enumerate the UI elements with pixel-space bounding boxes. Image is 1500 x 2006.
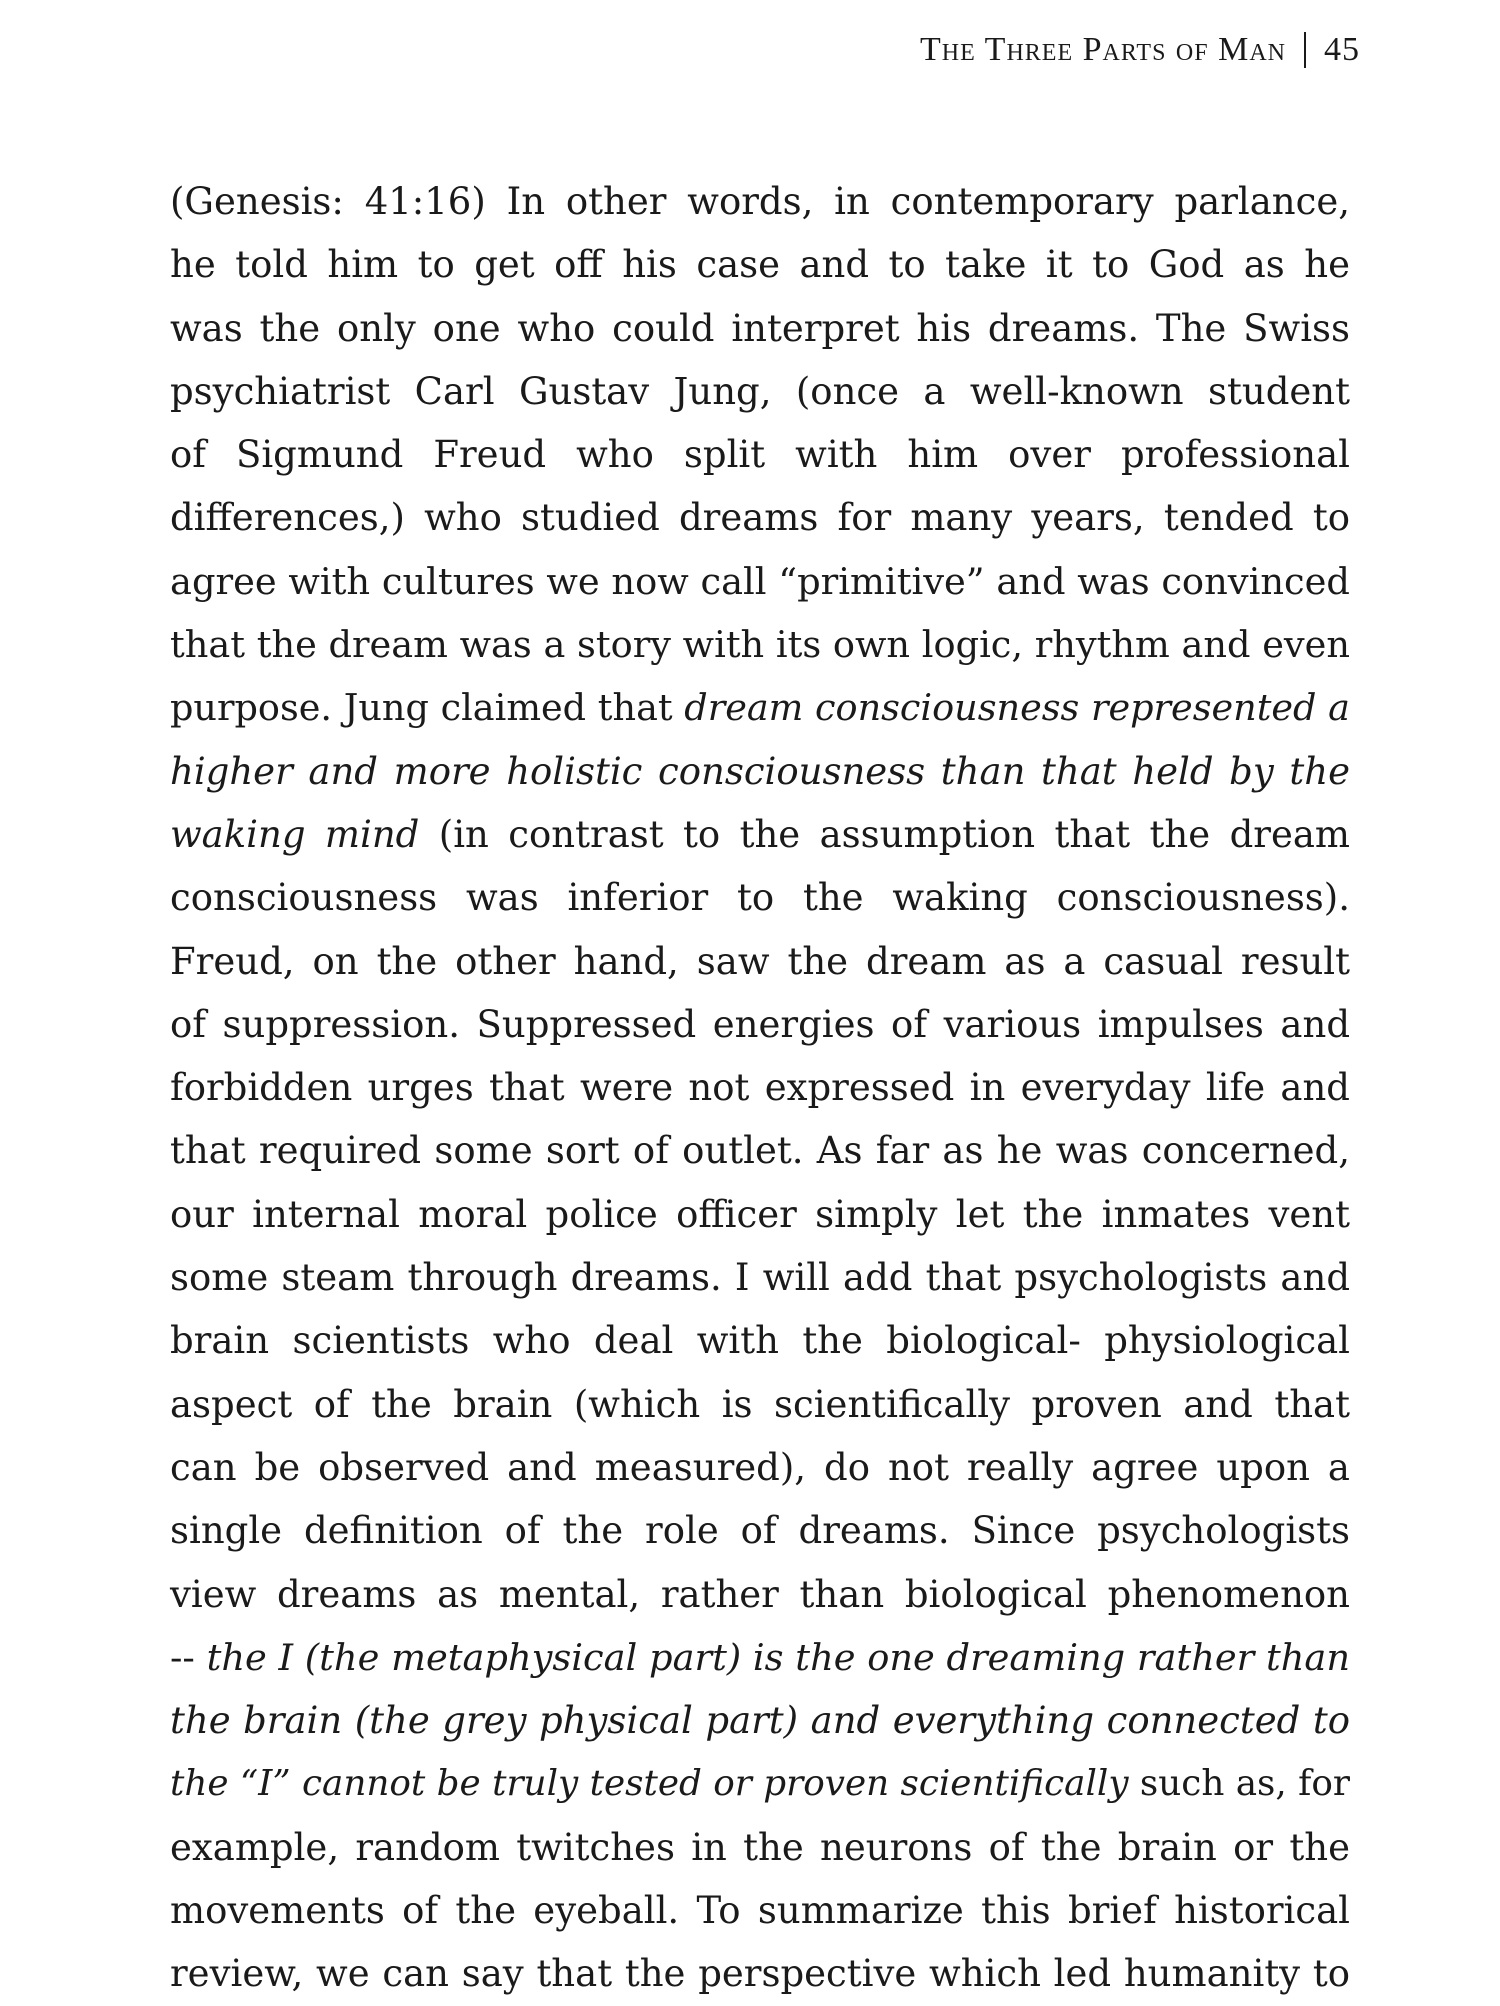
text-line — [170, 676, 1350, 739]
text-line — [170, 613, 1350, 676]
text-line — [170, 1436, 1350, 1499]
text-segment: -- — [170, 1635, 207, 1679]
text-segment: purpose. Jung claimed that — [170, 686, 685, 730]
text-segment: can be observed and measured), do not really agree upon a — [170, 1445, 1350, 1489]
text-segment: that the dream was a story with its own logic, rhythm and even — [170, 623, 1350, 667]
body-paragraph — [170, 170, 1350, 2006]
text-segment: of suppression. Suppressed energies of various impulses and — [170, 1002, 1350, 1046]
text-line — [170, 423, 1350, 486]
text-line — [170, 930, 1350, 993]
text-segment: he told him to get off his case and to take it to God as he — [170, 243, 1350, 287]
text-segment: (in contrast to the assumption that the dream — [419, 812, 1350, 856]
text-segment: such as, for — [1128, 1763, 1350, 1805]
text-segment: Freud, on the other hand, saw the dream as a casual result — [170, 939, 1350, 983]
header-divider — [1304, 32, 1306, 68]
text-line — [170, 1373, 1350, 1436]
text-segment: was the only one who could interpret his dreams. The Swiss — [170, 306, 1350, 350]
text-line — [170, 1816, 1350, 1879]
text-segment: single definition of the role of dreams. Since psychologists — [170, 1509, 1350, 1553]
text-line — [170, 486, 1350, 549]
text-line — [170, 1499, 1350, 1562]
text-line — [170, 1626, 1350, 1689]
italic-text: the “I” cannot be truly tested or proven scientifically — [170, 1763, 1129, 1805]
italic-text: dream consciousness represented a — [684, 686, 1350, 730]
text-line — [170, 740, 1350, 803]
running-title: The Three Parts of Man — [920, 31, 1286, 68]
text-line — [170, 1119, 1350, 1182]
text-segment: movements of the eyeball. To summarize this brief historical — [170, 1889, 1350, 1933]
text-line — [170, 1056, 1350, 1119]
text-line — [170, 1563, 1350, 1626]
text-segment: of Sigmund Freud who split with him over professional — [170, 433, 1350, 477]
text-line — [170, 360, 1350, 423]
text-line — [170, 297, 1350, 360]
text-line — [170, 1246, 1350, 1309]
italic-text: the I (the metaphysical part) is the one dreaming rather than — [206, 1635, 1350, 1679]
text-segment: aspect of the brain (which is scientifically proven and that — [170, 1382, 1350, 1426]
text-segment: agree with cultures we now call “primitive” and was convinced — [170, 559, 1350, 603]
text-line — [170, 1752, 1350, 1815]
text-segment: review, we can say that the perspective which led humanity to — [170, 1952, 1350, 1996]
text-line — [170, 170, 1350, 233]
text-line — [170, 866, 1350, 929]
italic-text: higher and more holistic consciousness than that held by the — [170, 749, 1350, 793]
text-line — [170, 1309, 1350, 1372]
running-head — [920, 30, 1360, 70]
text-segment: differences,) who studied dreams for many years, tended to — [170, 496, 1350, 540]
text-line — [170, 233, 1350, 296]
text-segment: some steam through dreams. I will add that psychologists and — [170, 1256, 1350, 1300]
text-segment: brain scientists who deal with the biological- physiological — [170, 1319, 1350, 1363]
page-number: 45 — [1324, 31, 1360, 68]
text-line — [170, 1689, 1350, 1752]
text-line — [170, 1183, 1350, 1246]
text-segment: forbidden urges that were not expressed in everyday life and — [170, 1066, 1350, 1110]
text-segment: that required some sort of outlet. As far as he was concerned, — [170, 1129, 1350, 1173]
text-segment: (Genesis: 41:16) In other words, in contemporary parlance, — [170, 180, 1350, 223]
text-segment: consciousness was inferior to the waking consciousness). — [170, 876, 1350, 920]
text-line — [170, 993, 1350, 1056]
italic-text: waking mind — [170, 812, 420, 856]
text-line — [170, 550, 1350, 613]
text-line — [170, 1942, 1350, 2005]
text-segment: view dreams as mental, rather than biological phenomenon — [170, 1572, 1350, 1616]
text-segment: psychiatrist Carl Gustav Jung, (once a well-known student — [170, 369, 1350, 413]
text-line — [170, 803, 1350, 866]
italic-text: the brain (the grey physical part) and everything connected to — [170, 1699, 1350, 1743]
text-line — [170, 1879, 1350, 1942]
text-segment: example, random twitches in the neurons of the brain or the — [170, 1825, 1350, 1869]
text-segment: our internal moral police officer simply let the inmates vent — [170, 1192, 1350, 1236]
